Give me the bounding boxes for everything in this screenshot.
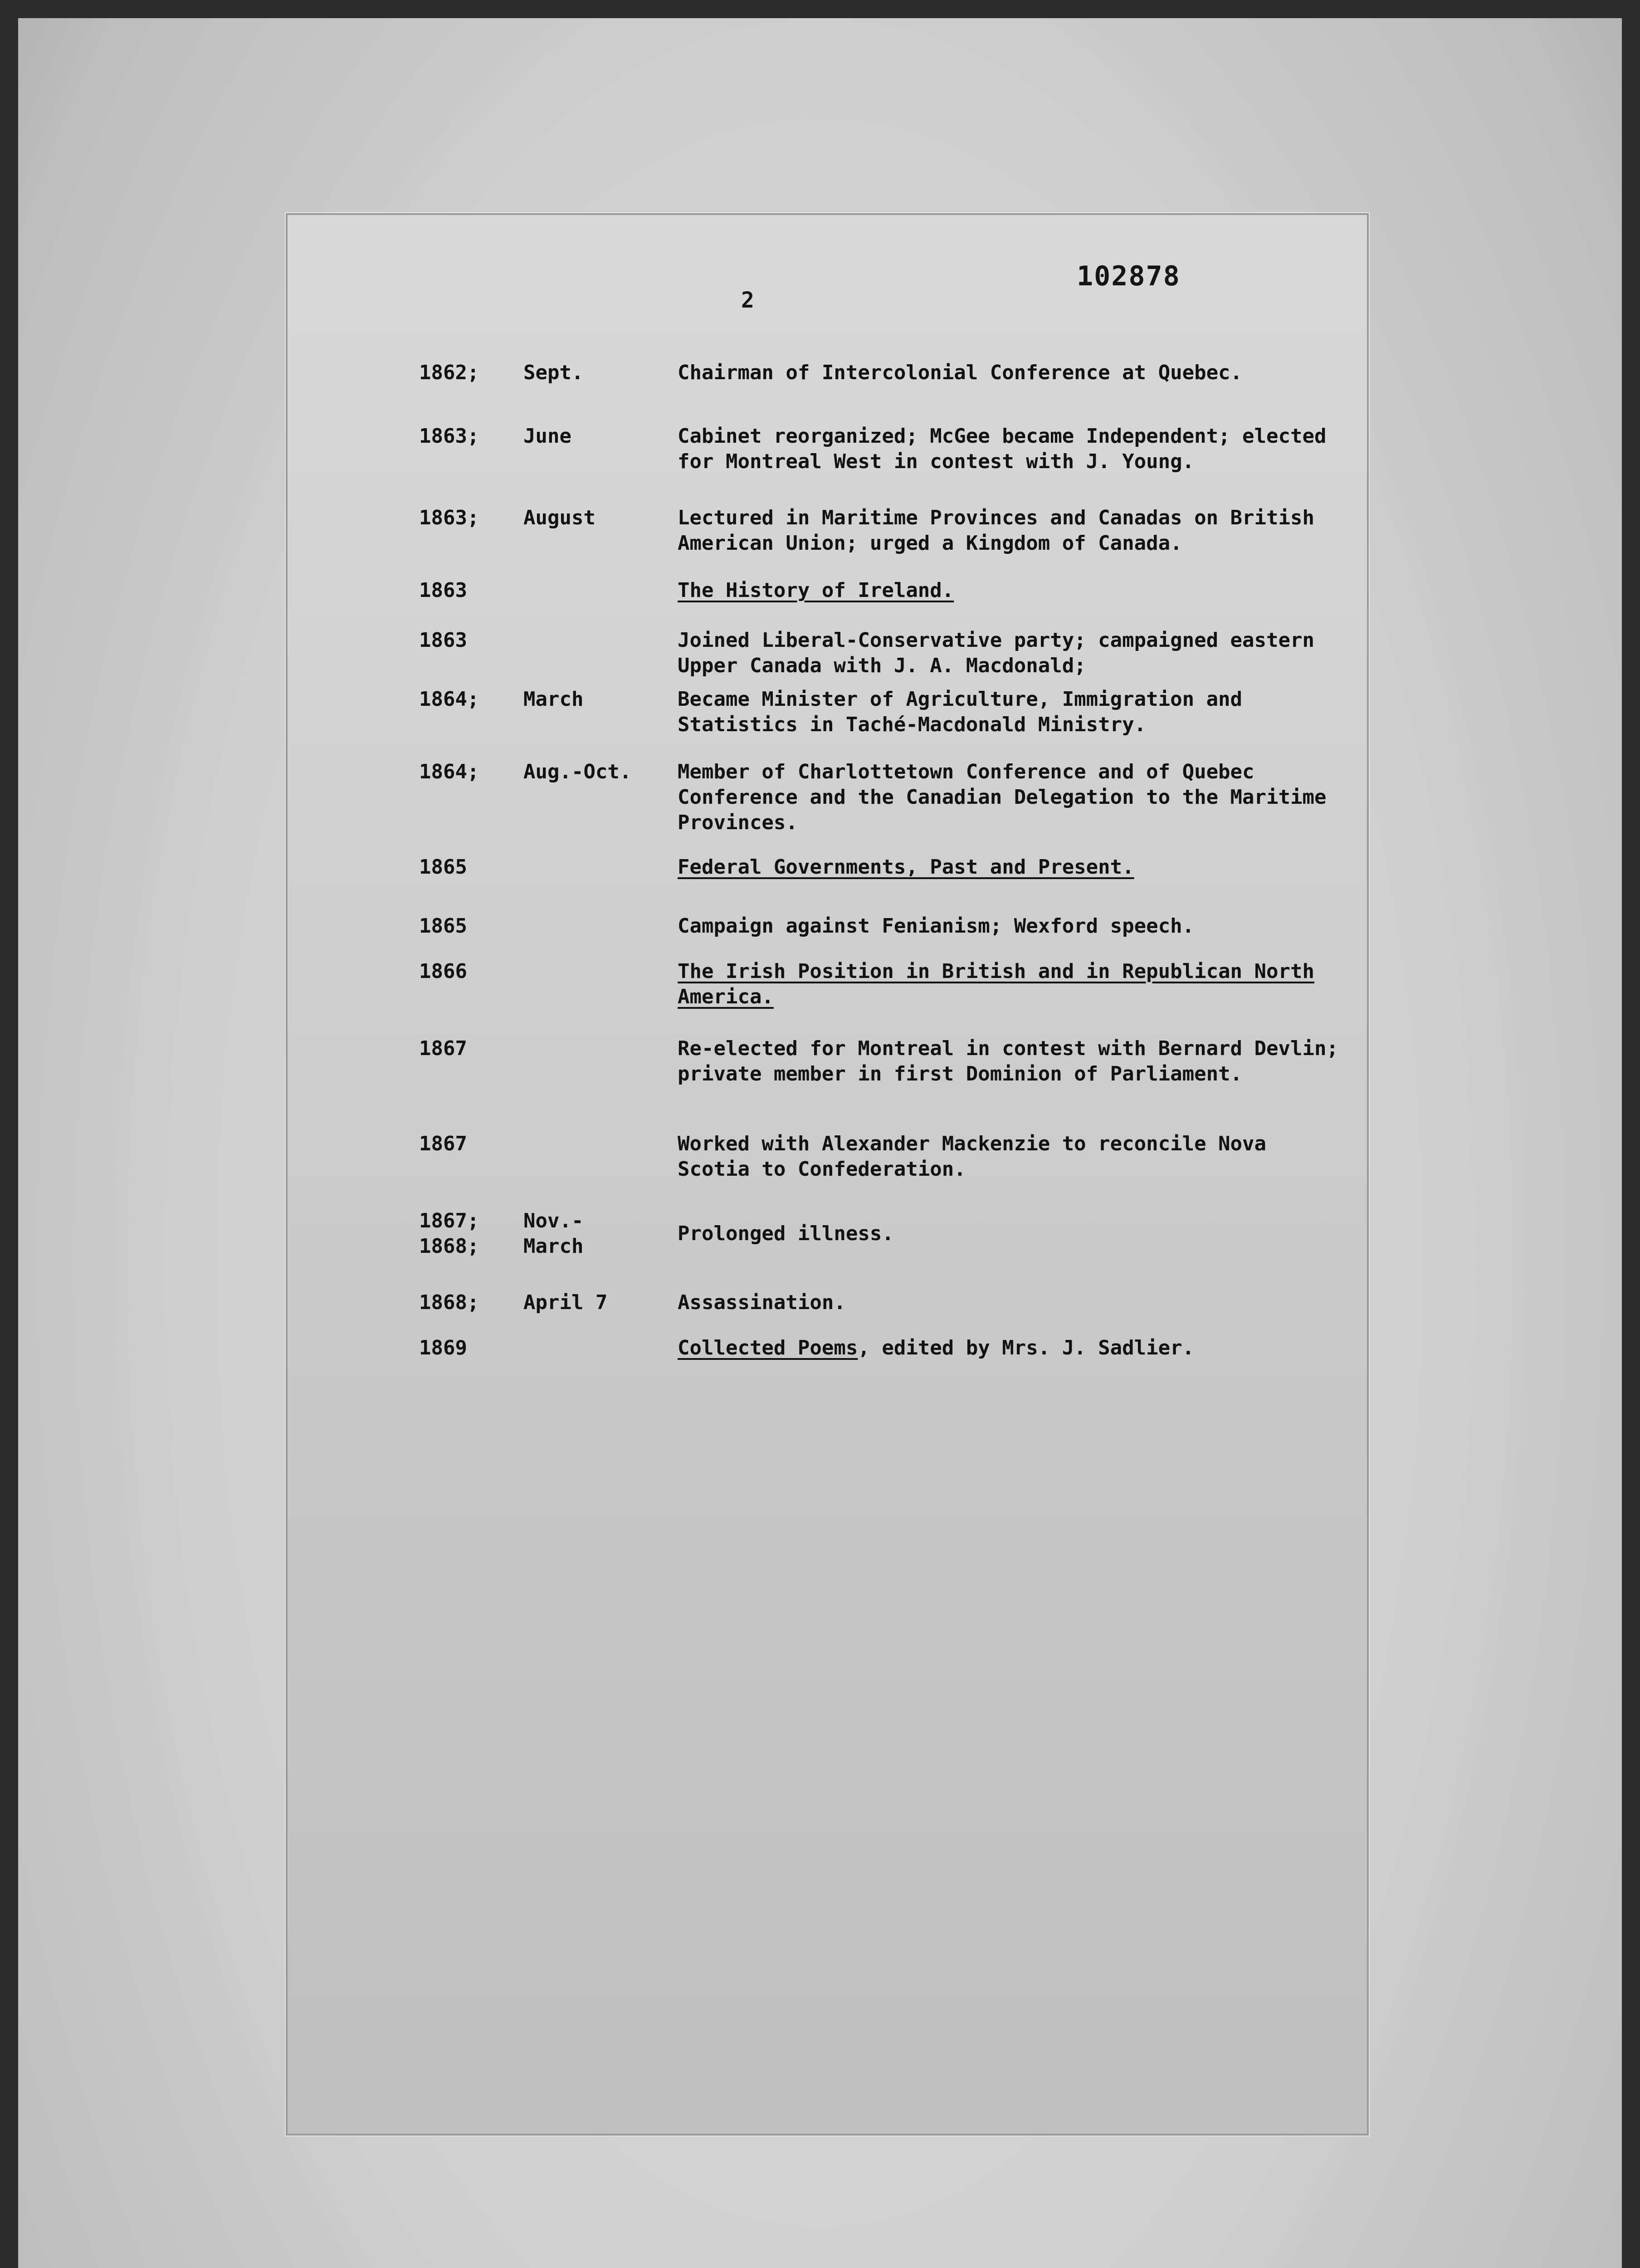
entry-title-underlined: Collected Poems (678, 1336, 858, 1359)
entry-text: Joined Liberal-Conservative party; campaigned eastern Upper Canada with J. A. Macdonald; (678, 629, 1314, 677)
entry-month: April 7 (523, 1291, 608, 1314)
entry-text (678, 1335, 1349, 1361)
entry-text: Chairman of Intercolonial Conference at Quebec. (678, 361, 1243, 384)
entry-year: 1865 (419, 855, 467, 879)
entry-year: 1863; (419, 425, 479, 448)
entry-title-underlined: The History of Ireland. (678, 579, 954, 602)
entry-year: 1862; (419, 361, 479, 384)
page-number: 2 (741, 288, 754, 313)
entry-title-underlined: The Irish Position in British and in Republican North America. (678, 960, 1314, 1008)
entry-year: 1864; (419, 688, 479, 711)
document-number: 102878 (1077, 260, 1181, 292)
entry-text: Prolonged illness. (678, 1222, 894, 1245)
entry-month: March (523, 688, 584, 711)
entry-year: 1865 (419, 914, 467, 938)
entry-year: 1867; 1868; (419, 1209, 479, 1258)
entry-text: Member of Charlottetown Conference and of Quebec Conference and the Canadian Delegation to the Maritime Provinces. (678, 760, 1327, 834)
entry-title-underlined: Federal Governments, Past and Present. (678, 855, 1134, 879)
entry-text: Cabinet reorganized; McGee became Independent; elected for Montreal West in contest with J. Young. (678, 425, 1327, 473)
entry-year: 1866 (419, 960, 467, 983)
entry-text: Re-elected for Montreal in contest with Bernard Devlin; private member in first Dominion of Parliament. (678, 1037, 1338, 1085)
entry-month: Aug.-Oct. (523, 760, 632, 783)
entry-month: Sept. (523, 361, 584, 384)
entry-year: 1864; (419, 760, 479, 783)
entry-text: Campaign against Fenianism; Wexford speech. (678, 914, 1195, 938)
entry-year: 1868; (419, 1291, 479, 1314)
entry-year: 1863 (419, 629, 467, 652)
entry-text-rest: , edited by Mrs. J. Sadlier. (858, 1336, 1195, 1359)
entry-year: 1863; (419, 506, 479, 529)
microfilm-frame (18, 18, 1622, 2268)
document-sheet (286, 213, 1369, 2136)
entry-month: August (523, 506, 595, 529)
entry-month: June (523, 425, 571, 448)
entry-year: 1867 (419, 1132, 467, 1155)
entry-text: Lectured in Maritime Provinces and Canadas on British American Union; urged a Kingdom of Canada. (678, 506, 1314, 555)
entry-text: Assassination. (678, 1291, 846, 1314)
entry-text: Worked with Alexander Mackenzie to reconcile Nova Scotia to Confederation. (678, 1132, 1267, 1181)
entry-month: Nov.- March (523, 1209, 584, 1258)
entry-year: 1863 (419, 579, 467, 602)
entry-year: 1867 (419, 1037, 467, 1060)
entry-year: 1869 (419, 1336, 467, 1359)
entry-text: Became Minister of Agriculture, Immigration and Statistics in Taché-Macdonald Ministry. (678, 688, 1243, 736)
